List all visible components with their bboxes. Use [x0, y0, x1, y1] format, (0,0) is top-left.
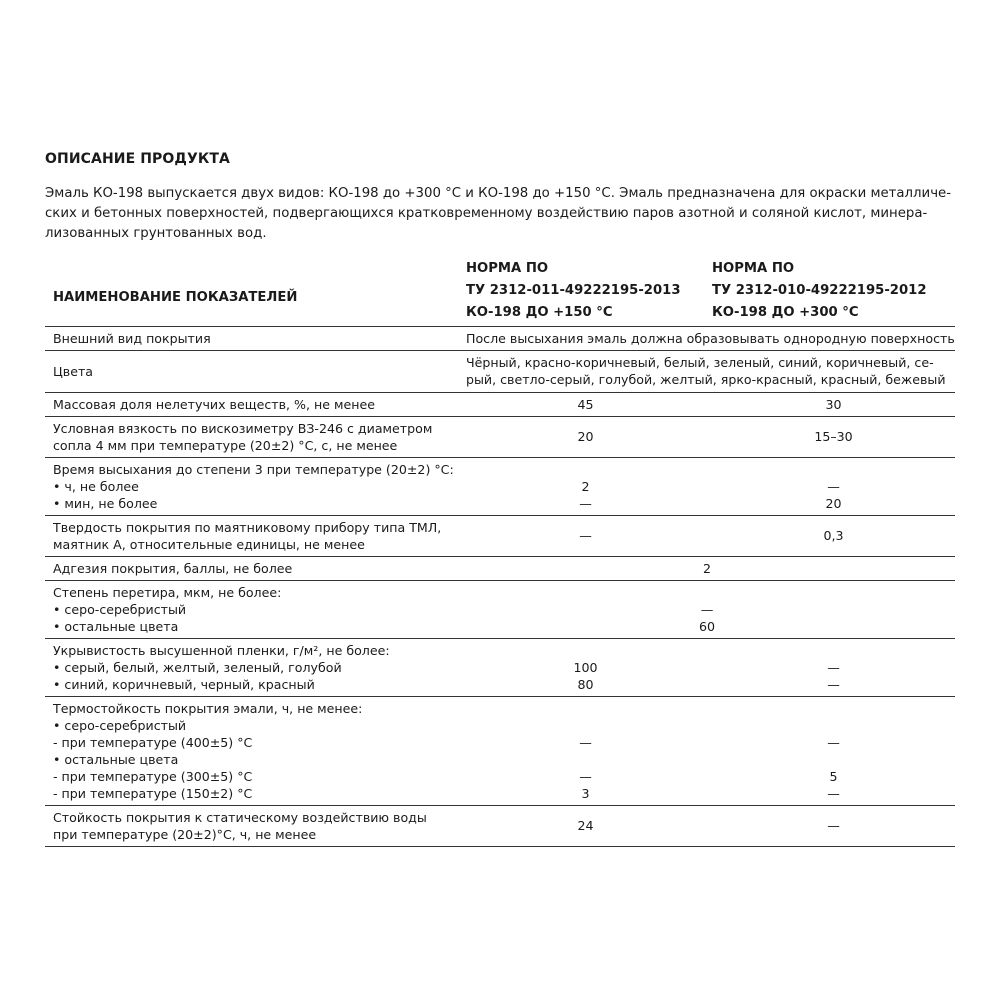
row-value — [459, 580, 955, 638]
header-line: КО-198 ДО +300 °С — [712, 304, 859, 320]
header-line: КО-198 ДО +150 °С — [466, 304, 613, 320]
row-name: Адгезия покрытия, баллы, не более — [53, 560, 293, 576]
header-line: НОРМА ПО — [712, 260, 795, 276]
name-line: • серо-серебристый — [53, 717, 187, 733]
value-line: — — [579, 734, 592, 750]
name-line: Условная вязкость по вискозиметру ВЗ-246 с диаметром — [53, 420, 433, 436]
value-300: 0,3 — [823, 528, 844, 543]
value-line: Чёрный, красно-коричневый, белый, зеленый, синий, коричневый, се- — [466, 355, 934, 370]
name-line: Время высыхания до степени 3 при температуре (20±2) °С: — [53, 461, 454, 477]
value-line: 100 — [573, 659, 598, 675]
name-line: - при температуре (150±2) °С — [53, 785, 253, 801]
row-name: Внешний вид покрытия — [53, 330, 211, 346]
row-name — [45, 696, 459, 805]
header-line: ТУ 2312-011-49222195-2013 — [466, 282, 681, 298]
value-line: — — [827, 734, 840, 750]
name-line: Укрывистость высушенной пленки, г/м², не более: — [53, 642, 390, 658]
description-line: ских и бетонных поверхностей, подвергающихся кратковременному воздействию паров азотной и соляной кислот, минера- — [45, 206, 928, 221]
row-value: После высыхания эмаль должна образовывать однородную поверхность — [466, 330, 955, 346]
name-line: • остальные цвета — [53, 751, 179, 767]
table-row — [45, 515, 955, 556]
row-value: 2 — [702, 560, 711, 576]
value-300: 30 — [825, 396, 842, 412]
header-indicator-name: НАИМЕНОВАНИЕ ПОКАЗАТЕЛЕЙ — [53, 289, 298, 305]
value-300: — — [827, 818, 840, 833]
header-norm-150 — [459, 256, 712, 326]
name-line: Твердость покрытия по маятниковому прибору типа ТМЛ, — [53, 519, 442, 535]
value-line: — — [700, 601, 714, 617]
value-300 — [712, 638, 955, 696]
table-row — [45, 457, 955, 515]
name-line: Стойкость покрытия к статическому воздействию воды — [53, 809, 427, 825]
name-line: Степень перетира, мкм, не более: — [53, 584, 282, 600]
row-value — [459, 350, 955, 392]
section-heading: ОПИСАНИЕ ПРОДУКТА — [45, 151, 230, 167]
row-name — [45, 416, 459, 457]
name-line: - при температуре (400±5) °С — [53, 734, 253, 750]
value-150 — [459, 638, 712, 696]
value-line: — — [579, 768, 592, 784]
value-150 — [459, 457, 712, 515]
name-line: • синий, коричневый, черный, красный — [53, 676, 315, 692]
row-name — [45, 638, 459, 696]
row-name — [45, 515, 459, 556]
value-150: 20 — [577, 429, 594, 444]
value-150: 24 — [577, 818, 594, 833]
row-name — [45, 457, 459, 515]
value-line: — — [827, 676, 840, 692]
value-line: — — [579, 495, 592, 511]
value-line: 60 — [698, 618, 716, 634]
name-line: Термостойкость покрытия эмали, ч, не менее: — [53, 700, 363, 716]
row-name: Массовая доля нелетучих веществ, %, не менее — [53, 396, 375, 412]
name-line: • серый, белый, желтый, зеленый, голубой — [53, 659, 342, 675]
table-row — [45, 696, 955, 805]
name-line: маятник А, относительные единицы, не менее — [53, 536, 365, 552]
name-line: • серо-серебристый — [53, 601, 187, 617]
table-row — [45, 416, 955, 457]
table-row — [45, 580, 955, 638]
value-150 — [459, 696, 712, 805]
table-row — [45, 392, 955, 416]
product-description — [45, 184, 957, 244]
description-line: Эмаль КО-198 выпускается двух видов: КО-198 до +300 °С и КО-198 до +150 °С. Эмаль предназначена для окраски металличе- — [45, 186, 952, 201]
value-line: — — [827, 785, 840, 801]
row-name: Цвета — [53, 363, 94, 379]
name-line: • ч, не более — [53, 478, 139, 494]
name-line: при температуре (20±2)°С, ч, не менее — [53, 826, 317, 842]
value-line: 2 — [581, 478, 590, 494]
header-line: ТУ 2312-010-49222195-2012 — [712, 282, 927, 298]
row-name — [45, 580, 459, 638]
table-header-row — [45, 256, 955, 326]
table-row — [45, 326, 955, 350]
name-line: - при температуре (300±5) °С — [53, 768, 253, 784]
value-line: 20 — [825, 495, 842, 511]
value-line: рый, светло-серый, голубой, желтый, ярко-красный, красный, бежевый — [466, 372, 946, 387]
table-row — [45, 805, 955, 846]
table-row — [45, 638, 955, 696]
value-line: 5 — [829, 768, 838, 784]
value-line: 3 — [581, 785, 590, 801]
table-row — [45, 556, 955, 580]
value-line: — — [827, 659, 840, 675]
value-line: 80 — [577, 676, 594, 692]
spec-table — [45, 256, 955, 847]
value-150: 45 — [577, 396, 594, 412]
row-name — [45, 805, 459, 846]
value-300 — [712, 457, 955, 515]
value-150: — — [579, 528, 592, 543]
name-line: • мин, не более — [53, 495, 158, 511]
name-line: сопла 4 мм при температуре (20±2) °С, с, не менее — [53, 437, 398, 453]
value-300: 15–30 — [814, 429, 853, 444]
header-line: НОРМА ПО — [466, 260, 549, 276]
description-line: лизованных грунтованных вод. — [45, 226, 267, 241]
header-norm-300 — [712, 256, 955, 326]
table-row — [45, 350, 955, 392]
name-line: • остальные цвета — [53, 618, 179, 634]
value-300 — [712, 696, 955, 805]
value-line: — — [827, 478, 840, 494]
